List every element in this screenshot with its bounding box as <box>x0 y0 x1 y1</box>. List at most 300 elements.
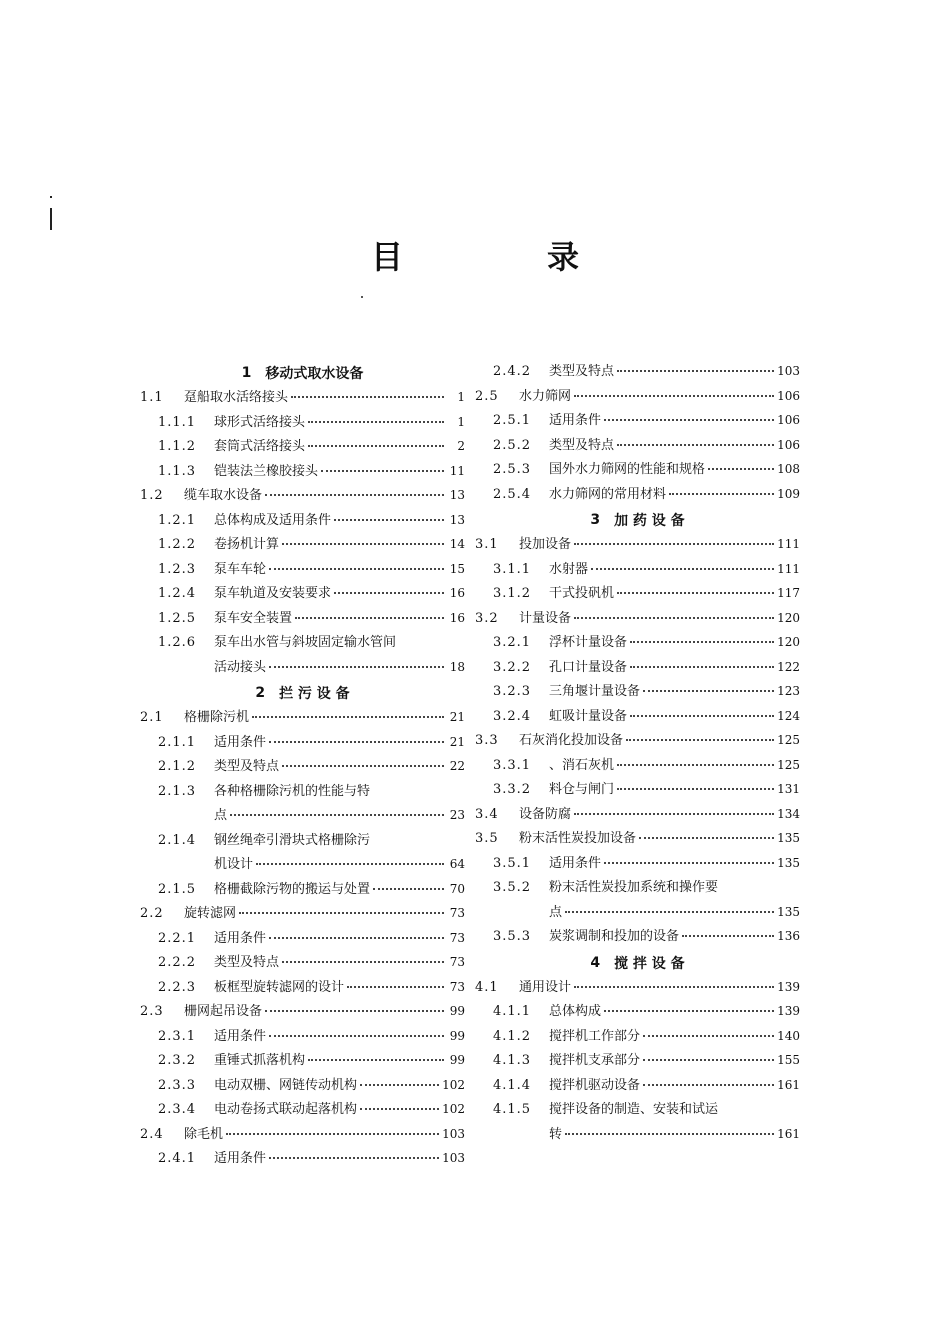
entry-title: 除毛机 <box>184 1126 224 1142</box>
toc-subsection-entry[interactable] <box>475 558 800 583</box>
entry-title: 水力筛网的常用材料 <box>549 486 667 502</box>
entry-number: 2.2 <box>140 906 164 921</box>
dot-leader <box>230 810 444 816</box>
entry-title: 点 <box>549 904 563 920</box>
dot-leader <box>360 1080 439 1086</box>
entry-number: 3.2.2 <box>493 659 532 675</box>
toc-subsection-entry[interactable] <box>140 533 465 558</box>
toc-subsection-entry[interactable] <box>140 1025 465 1050</box>
entry-title: 水力筛网 <box>519 388 572 404</box>
entry-number: 3.2.3 <box>493 684 532 699</box>
page-number: 123 <box>777 684 800 698</box>
page-number: 103 <box>442 1126 465 1141</box>
entry-title: 类型及特点 <box>549 437 615 453</box>
chapter-title: 加 药 设 备 <box>614 513 685 529</box>
page-number: 161 <box>777 1126 800 1141</box>
page-number: 135 <box>777 904 800 919</box>
toc-subsection-entry[interactable] <box>475 680 800 705</box>
entry-title: 粉末活性炭投加设备 <box>519 831 637 846</box>
page-number: 106 <box>777 413 800 427</box>
entry-title: 通用设计 <box>519 979 572 995</box>
page-number: 135 <box>777 855 800 870</box>
toc-entry-continuation[interactable] <box>140 656 465 681</box>
chapter-heading <box>140 360 465 386</box>
toc-subsection-entry[interactable] <box>475 1049 800 1074</box>
page-number: 135 <box>777 831 800 845</box>
dot-leader <box>604 1006 774 1012</box>
entry-title: 趸船取水活络接头 <box>184 390 289 405</box>
toc-subsection-entry[interactable] <box>475 778 800 803</box>
page-number: 102 <box>442 1102 465 1116</box>
page-number: 103 <box>442 1151 465 1165</box>
toc-subsection-entry[interactable] <box>140 631 465 656</box>
entry-number: 1.1.2 <box>158 439 197 454</box>
toc-subsection-entry[interactable] <box>140 1147 465 1172</box>
entry-number: 2.2.1 <box>158 930 197 946</box>
toc-subsection-entry[interactable] <box>475 582 800 607</box>
toc-section-entry[interactable] <box>475 976 800 1001</box>
toc-section-entry[interactable] <box>140 706 465 731</box>
entry-number: 3.3.1 <box>493 757 532 773</box>
entry-title: 类型及特点 <box>214 955 280 970</box>
entry-number: 2.1 <box>140 710 164 725</box>
toc-section-entry[interactable] <box>475 607 800 632</box>
entry-title: 缆车取水设备 <box>184 488 263 503</box>
toc-subsection-entry[interactable] <box>475 1025 800 1050</box>
toc-subsection-entry[interactable] <box>140 582 465 607</box>
entry-number: 1.2 <box>140 488 164 503</box>
entry-title: 栅网起吊设备 <box>184 1004 263 1019</box>
toc-subsection-entry[interactable] <box>140 731 465 756</box>
entry-number: 1.2.2 <box>158 537 197 552</box>
page-number: 140 <box>777 1028 800 1043</box>
entry-number: 2.3.1 <box>158 1028 197 1044</box>
dot-leader <box>574 539 774 545</box>
page-number: 102 <box>442 1077 465 1092</box>
chapter-number: 2 <box>255 685 266 701</box>
entry-number: 3.1 <box>475 537 499 552</box>
dot-leader <box>574 391 774 397</box>
page-number: 21 <box>449 734 465 749</box>
dot-leader <box>226 1129 439 1135</box>
entry-number: 2.4.2 <box>493 364 532 379</box>
dot-leader <box>291 392 444 398</box>
toc-section-entry[interactable] <box>475 803 800 828</box>
page-number: 108 <box>777 462 800 476</box>
toc-subsection-entry[interactable] <box>475 656 800 681</box>
toc-subsection-entry[interactable] <box>140 411 465 436</box>
entry-number: 2.3 <box>140 1004 164 1019</box>
entry-number: 3.5.3 <box>493 929 532 944</box>
entry-title: 卷扬机计算 <box>214 537 280 552</box>
dot-leader <box>282 957 444 963</box>
toc-section-entry[interactable] <box>140 1123 465 1148</box>
page-number: 16 <box>449 586 465 600</box>
page-number: 131 <box>777 782 800 796</box>
page-number: 73 <box>449 906 465 920</box>
entry-number: 3.1.1 <box>493 561 532 577</box>
toc-section-entry[interactable] <box>475 385 800 410</box>
entry-number: 3.1.2 <box>493 586 532 601</box>
entry-number: 4.1.3 <box>493 1053 532 1068</box>
page-number: 139 <box>777 1004 800 1018</box>
entry-number: 1.2.4 <box>158 586 197 601</box>
toc-subsection-entry[interactable] <box>140 460 465 485</box>
entry-title: 虹吸计量设备 <box>549 708 628 724</box>
page-number: 14 <box>449 537 465 551</box>
page-number: 99 <box>449 1004 465 1018</box>
chapter-number: 4 <box>590 954 601 971</box>
dot-leader <box>265 1006 444 1012</box>
page-number: 64 <box>449 857 465 871</box>
toc-subsection-entry[interactable] <box>140 1074 465 1099</box>
toc-section-entry[interactable] <box>140 386 465 411</box>
scan-dot <box>361 296 363 298</box>
chapter-title: 拦 污 设 备 <box>279 686 350 702</box>
dot-leader <box>604 415 774 421</box>
scan-edge-mark <box>50 196 52 198</box>
dot-leader <box>308 417 444 423</box>
entry-title: 投加设备 <box>519 537 572 552</box>
entry-title: 浮杯计量设备 <box>549 635 628 650</box>
dot-leader <box>308 441 444 447</box>
entry-title: 总体构成及适用条件 <box>214 512 332 528</box>
entry-number: 1.1.3 <box>158 463 197 479</box>
dot-leader <box>617 440 774 446</box>
toc-subsection-entry[interactable] <box>475 360 800 385</box>
entry-number: 3.2.4 <box>493 708 532 724</box>
page-number: 22 <box>449 759 465 773</box>
page-number: 134 <box>777 806 800 821</box>
dot-leader <box>282 539 444 545</box>
page-number: 16 <box>449 610 465 625</box>
entry-number: 2.5.4 <box>493 486 532 502</box>
toc-subsection-entry[interactable] <box>140 829 465 854</box>
dot-leader <box>282 761 444 767</box>
entry-number: 3.4 <box>475 806 499 822</box>
dot-leader <box>256 859 444 865</box>
toc-section-entry[interactable] <box>475 729 800 754</box>
dot-leader <box>630 662 774 668</box>
toc-right-column <box>475 360 800 1147</box>
entry-title: 孔口计量设备 <box>549 659 628 675</box>
dot-leader <box>269 933 444 939</box>
entry-number: 4.1.1 <box>493 1004 532 1019</box>
page-number: 125 <box>777 757 800 772</box>
entry-title: 国外水力筛网的性能和规格 <box>549 462 706 477</box>
entry-title: 重锤式抓落机构 <box>214 1053 306 1068</box>
entry-title: 适用条件 <box>214 930 267 946</box>
toc-subsection-entry[interactable] <box>140 780 465 805</box>
entry-title: 格栅除污机 <box>184 710 250 725</box>
toc-subsection-entry[interactable] <box>475 852 800 877</box>
entry-number: 1.2.5 <box>158 610 197 626</box>
entry-number: 2.5.3 <box>493 462 532 477</box>
page-number: 120 <box>777 635 800 649</box>
entry-title: 石灰消化投加设备 <box>519 733 624 748</box>
dot-leader <box>373 884 444 890</box>
page-number: 18 <box>449 659 465 674</box>
entry-title: 格栅截除污物的搬运与处置 <box>214 881 371 897</box>
dot-leader <box>682 931 774 937</box>
entry-title: 钢丝绳牵引滑块式格栅除污 <box>214 832 371 848</box>
entry-number: 3.3.2 <box>493 782 532 797</box>
dot-leader <box>643 1080 774 1086</box>
dot-leader <box>252 712 444 718</box>
entry-title: 适用条件 <box>214 1151 267 1166</box>
entry-number: 2.2.3 <box>158 979 197 995</box>
dot-leader <box>604 858 774 864</box>
page-number: 125 <box>777 733 800 747</box>
entry-number: 3.5.2 <box>493 880 532 895</box>
entry-number: 2.4 <box>140 1126 164 1142</box>
dot-leader <box>617 588 774 594</box>
toc-subsection-entry[interactable] <box>475 631 800 656</box>
entry-number: 3.2.1 <box>493 635 532 650</box>
entry-title: 泵车出水管与斜坡固定输水管间 <box>214 635 397 650</box>
entry-title: 旋转滤网 <box>184 906 237 921</box>
toc-subsection-entry[interactable] <box>475 1000 800 1025</box>
entry-title: 设备防腐 <box>519 806 572 822</box>
entry-title: 搅拌机工作部分 <box>549 1028 641 1044</box>
toc-entry-continuation[interactable] <box>140 804 465 829</box>
page-number: 136 <box>777 929 800 943</box>
entry-title: 泵车车轮 <box>214 561 267 577</box>
dot-leader <box>239 908 444 914</box>
page-number: 15 <box>449 561 465 576</box>
toc-subsection-entry[interactable] <box>140 951 465 976</box>
dot-leader <box>643 686 774 692</box>
dot-leader <box>574 809 774 815</box>
entry-number: 3.3 <box>475 733 499 748</box>
toc-subsection-entry[interactable] <box>475 876 800 901</box>
page-number: 103 <box>777 364 800 378</box>
entry-title: 水射器 <box>549 561 589 577</box>
toc-subsection-entry[interactable] <box>475 1074 800 1099</box>
page-number: 120 <box>777 610 800 625</box>
toc-subsection-entry[interactable] <box>475 483 800 508</box>
dot-leader <box>639 833 774 839</box>
dot-leader <box>269 737 444 743</box>
entry-title: 、消石灰机 <box>549 757 615 773</box>
page-number: 21 <box>449 710 465 724</box>
toc-subsection-entry[interactable] <box>475 754 800 779</box>
dot-leader <box>574 613 774 619</box>
dot-leader <box>565 1129 774 1135</box>
entry-title: 铠装法兰橡胶接头 <box>214 463 319 479</box>
page-number: 13 <box>449 488 465 502</box>
page-number: 99 <box>449 1028 465 1043</box>
entry-title: 活动接头 <box>214 659 267 675</box>
dot-leader <box>265 490 444 496</box>
dot-leader <box>626 735 774 741</box>
dot-leader <box>321 466 444 472</box>
entry-title: 点 <box>214 808 228 823</box>
page-number: 122 <box>777 659 800 674</box>
entry-number: 3.5 <box>475 831 499 846</box>
toc-subsection-entry[interactable] <box>475 925 800 950</box>
entry-title: 干式投矾机 <box>549 586 615 601</box>
entry-title: 总体构成 <box>549 1004 602 1019</box>
toc-subsection-entry[interactable] <box>140 755 465 780</box>
entry-title: 泵车轨道及安装要求 <box>214 586 332 601</box>
toc-subsection-entry[interactable] <box>140 878 465 903</box>
entry-title: 球形式活络接头 <box>214 414 306 430</box>
toc-section-entry[interactable] <box>140 1000 465 1025</box>
page-number: 139 <box>777 979 800 994</box>
toc-section-entry[interactable] <box>140 484 465 509</box>
dot-leader <box>269 564 444 570</box>
dot-leader <box>617 784 774 790</box>
entry-title: 套筒式活络接头 <box>214 439 306 454</box>
entry-title: 适用条件 <box>214 1028 267 1044</box>
toc-subsection-entry[interactable] <box>475 705 800 730</box>
chapter-number: 3 <box>590 512 601 528</box>
entry-number: 1.2.6 <box>158 635 197 650</box>
entry-number: 2.1.2 <box>158 759 197 774</box>
dot-leader <box>334 588 444 594</box>
toc-section-entry[interactable] <box>140 902 465 927</box>
entry-title: 类型及特点 <box>214 759 280 774</box>
dot-leader <box>669 489 774 495</box>
chapter-heading <box>475 950 800 976</box>
toc-subsection-entry[interactable] <box>140 1049 465 1074</box>
entry-title: 搅拌机支承部分 <box>549 1053 641 1068</box>
dot-leader <box>617 760 774 766</box>
entry-number: 3.2 <box>475 610 499 626</box>
entry-title: 类型及特点 <box>549 364 615 379</box>
dot-leader <box>334 515 444 521</box>
page-number: 11 <box>449 463 465 478</box>
entry-title: 料仓与闸门 <box>549 782 615 797</box>
page-number: 117 <box>777 586 800 600</box>
dot-leader <box>269 662 444 668</box>
entry-number: 1.2.3 <box>158 561 197 577</box>
entry-number: 2.3.2 <box>158 1053 197 1068</box>
entry-number: 2.5 <box>475 388 499 404</box>
entry-title: 泵车安全装置 <box>214 610 293 626</box>
toc-subsection-entry[interactable] <box>475 1098 800 1123</box>
dot-leader <box>347 982 444 988</box>
toc-entry-continuation[interactable] <box>475 1123 800 1148</box>
entry-title: 各种格栅除污机的性能与特 <box>214 783 371 799</box>
toc-subsection-entry[interactable] <box>140 509 465 534</box>
toc-subsection-entry[interactable] <box>140 927 465 952</box>
chapter-title: 搅 拌 设 备 <box>614 955 685 972</box>
toc-subsection-entry[interactable] <box>140 558 465 583</box>
entry-title: 炭浆调制和投加的设备 <box>549 929 680 944</box>
page-number: 70 <box>449 881 465 896</box>
entry-number: 1.1 <box>140 390 164 405</box>
page-number: 106 <box>777 437 800 452</box>
entry-number: 1.1.1 <box>158 414 197 430</box>
dot-leader <box>574 982 774 988</box>
entry-title: 电动双栅、网链传动机构 <box>214 1077 358 1093</box>
toc-subsection-entry[interactable] <box>475 458 800 483</box>
entry-title: 电动卷扬式联动起落机构 <box>214 1102 358 1117</box>
entry-title: 转 <box>549 1126 563 1142</box>
entry-number: 2.1.1 <box>158 734 197 750</box>
entry-title: 计量设备 <box>519 610 572 626</box>
page-number: 155 <box>777 1053 800 1067</box>
entry-title: 适用条件 <box>549 855 602 871</box>
entry-number: 2.3.4 <box>158 1102 197 1117</box>
dot-leader <box>643 1055 774 1061</box>
toc-section-entry[interactable] <box>475 827 800 852</box>
page-number: 124 <box>777 708 800 723</box>
dot-leader <box>565 907 774 913</box>
entry-title: 机设计 <box>214 857 254 872</box>
page-number: 73 <box>449 955 465 969</box>
toc-left-column <box>140 360 465 1172</box>
toc-subsection-entry[interactable] <box>140 1098 465 1123</box>
dot-leader <box>269 1153 439 1159</box>
chapter-heading <box>475 507 800 533</box>
toc-entry-continuation[interactable] <box>475 901 800 926</box>
entry-number: 2.1.3 <box>158 783 197 799</box>
dot-leader <box>591 564 774 570</box>
page-number: 161 <box>777 1077 800 1092</box>
entry-title: 搅拌机驱动设备 <box>549 1077 641 1093</box>
toc-subsection-entry[interactable] <box>475 409 800 434</box>
entry-number: 2.1.4 <box>158 832 197 848</box>
page-number: 2 <box>457 439 465 453</box>
scan-edge-mark <box>50 208 52 230</box>
toc-entry-continuation[interactable] <box>140 853 465 878</box>
entry-title: 适用条件 <box>214 734 267 750</box>
entry-title: 适用条件 <box>549 413 602 428</box>
dot-leader <box>308 1055 444 1061</box>
entry-number: 1.2.1 <box>158 512 197 528</box>
page-number: 23 <box>449 808 465 822</box>
entry-number: 4.1 <box>475 979 499 995</box>
entry-number: 4.1.4 <box>493 1077 532 1093</box>
entry-number: 2.5.2 <box>493 437 532 453</box>
page-title: 目 录 <box>370 238 635 276</box>
entry-number: 2.1.5 <box>158 881 197 897</box>
page-number: 99 <box>449 1053 465 1067</box>
page-number: 111 <box>777 537 800 551</box>
page-number: 106 <box>777 388 800 403</box>
dot-leader <box>617 366 774 372</box>
toc-subsection-entry[interactable] <box>140 607 465 632</box>
dot-leader <box>630 637 774 643</box>
entry-title: 搅拌设备的制造、安装和试运 <box>549 1102 719 1117</box>
page-number: 1 <box>457 414 465 429</box>
entry-number: 4.1.2 <box>493 1028 532 1044</box>
entry-number: 3.5.1 <box>493 855 532 871</box>
entry-title: 三角堰计量设备 <box>549 684 641 699</box>
page-number: 73 <box>449 930 465 945</box>
entry-number: 2.4.1 <box>158 1151 197 1166</box>
chapter-title: 移动式取水设备 <box>265 366 364 382</box>
entry-number: 2.5.1 <box>493 413 532 428</box>
toc-subsection-entry[interactable] <box>140 976 465 1001</box>
entry-number: 2.2.2 <box>158 955 197 970</box>
entry-title: 板框型旋转滤网的设计 <box>214 979 345 995</box>
chapter-number: 1 <box>241 365 252 381</box>
page-number: 73 <box>449 979 465 994</box>
dot-leader <box>708 464 774 470</box>
toc-subsection-entry[interactable] <box>475 434 800 459</box>
entry-number: 2.3.3 <box>158 1077 197 1093</box>
entry-title: 粉末活性炭投加系统和操作要 <box>549 880 719 895</box>
dot-leader <box>630 711 774 717</box>
toc-subsection-entry[interactable] <box>140 435 465 460</box>
dot-leader <box>295 613 444 619</box>
entry-number: 4.1.5 <box>493 1102 532 1117</box>
toc-section-entry[interactable] <box>475 533 800 558</box>
